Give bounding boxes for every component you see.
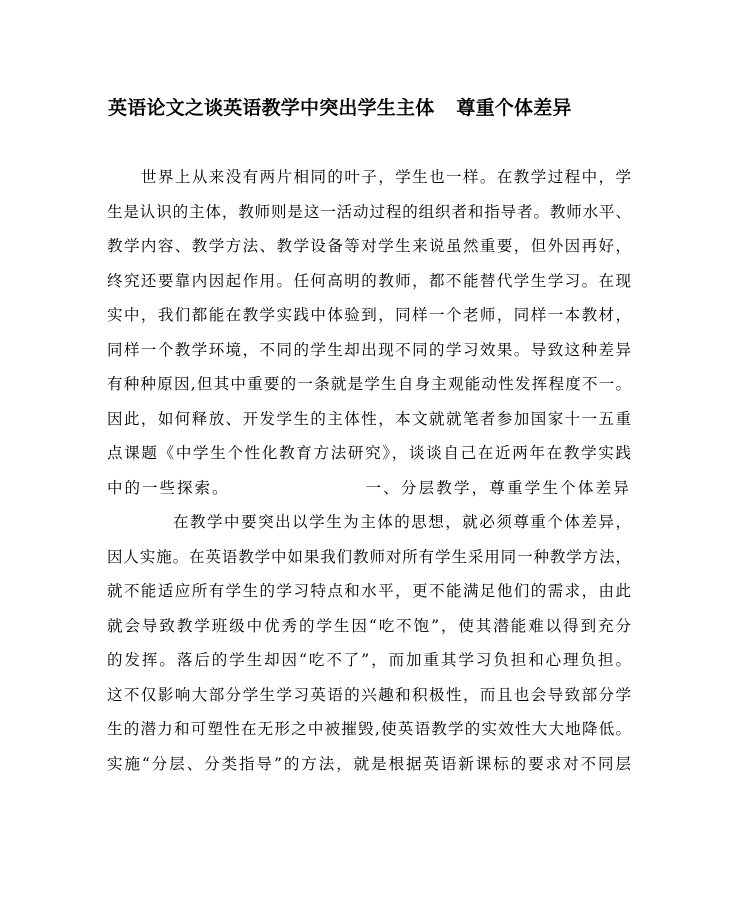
paragraph-line: [107, 229, 631, 264]
line-text: 点课题《中学生个性化教育方法研究》，谈谈自己在近两年在教学实践: [107, 444, 631, 462]
line-text: 实中，我们都能在教学实践中体验到，同样一个老师，同样一本教材，: [107, 306, 631, 324]
paragraph-line: [107, 333, 631, 368]
line-text: 生是认识的主体，教师则是这一活动过程的组织者和指导者。教师水平、: [107, 202, 631, 221]
paragraph-line: [107, 505, 631, 540]
document-title: [108, 96, 638, 120]
document-body: [107, 160, 631, 781]
paragraph-line: [107, 574, 631, 609]
line-text: 因人实施。在英语教学中如果我们教师对所有学生采用同一种教学方法，: [107, 547, 631, 566]
section-heading: 一、分层教学，尊重学生个体差异: [365, 478, 631, 497]
paragraph-line: [107, 298, 631, 333]
line-text: 就会导致教学班级中优秀的学生因“吃不饱”，使其潜能难以得到充分: [107, 616, 631, 635]
paragraph-line: [107, 609, 631, 644]
line-text: 生的潜力和可塑性在无形之中被摧毁,使英语教学的实效性大大地降低。: [107, 720, 631, 738]
line-text: 同样一个教学环境，不同的学生却出现不同的学习效果。导致这种差异: [107, 340, 631, 359]
paragraph-line: [107, 195, 631, 230]
paragraph-line: [107, 678, 631, 713]
line-text: 教学内容、教学方法、教学设备等对学生来说虽然重要，但外因再好，: [107, 237, 631, 255]
line-text: 的发挥。落后的学生却因“吃不了”，而加重其学习负担和心理负担。: [107, 651, 631, 669]
line-text: 中的一些探索。: [107, 478, 230, 497]
paragraph-line: [107, 436, 631, 471]
line-text: 因此，如何释放、开发学生的主体性，本文就就笔者参加国家十一五重: [107, 409, 631, 428]
title-sub: 尊重个体差异: [456, 97, 572, 119]
paragraph-line: [107, 712, 631, 747]
paragraph-line: [107, 540, 631, 575]
paragraph-line: [107, 160, 631, 195]
line-text: 世界上从来没有两片相同的叶子，学生也一样。在教学过程中，学: [141, 168, 631, 186]
line-text: 实施“分层、分类指导”的方法，就是根据英语新课标的要求对不同层: [107, 754, 631, 773]
line-text: 这不仅影响大部分学生学习英语的兴趣和积极性，而且也会导致部分学: [107, 685, 631, 704]
paragraph-line: [107, 402, 631, 437]
paragraph-line: [107, 747, 631, 782]
title-main: 英语论文之谈英语教学中突出学生主体: [108, 97, 435, 119]
paragraph-line: [107, 643, 631, 678]
paragraph-line: [107, 471, 631, 506]
paragraph-line: [107, 264, 631, 299]
paragraph-line: [107, 367, 631, 402]
line-text: 就不能适应所有学生的学习特点和水平，更不能满足他们的需求，由此: [107, 582, 631, 600]
line-text: 终究还要靠内因起作用。任何高明的教师，都不能替代学生学习。在现: [107, 271, 631, 290]
line-text: 有种种原因,但其中重要的一条就是学生自身主观能动性发挥程度不一。: [107, 375, 631, 393]
line-text: 在教学中要突出以学生为主体的思想，就必须尊重个体差异，: [173, 513, 631, 531]
